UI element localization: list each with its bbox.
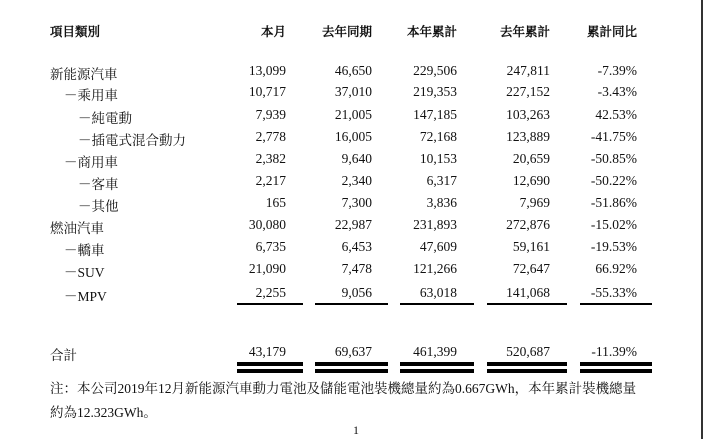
cell-c1: 9,640 xyxy=(341,151,372,166)
row-label: 燃油汽車 xyxy=(50,221,104,236)
row-label: －轎車 xyxy=(64,243,105,258)
cell-c3: 103,263 xyxy=(506,107,550,122)
cell-c0: 7,939 xyxy=(255,107,286,122)
cell-c3: 272,876 xyxy=(506,217,550,232)
cell-c1: 37,010 xyxy=(334,84,372,99)
cell-c1: 21,005 xyxy=(334,107,372,122)
cell-c1: 2,340 xyxy=(341,173,372,188)
cell-c2: 147,185 xyxy=(413,107,457,122)
footnote-line-2: 約為12.323GWh。 xyxy=(50,405,157,420)
cell-c4: -55.33% xyxy=(590,285,637,300)
cell-c1: 69,637 xyxy=(334,344,372,359)
cell-c2: 6,317 xyxy=(426,173,457,188)
table-row xyxy=(0,261,700,281)
cell-c2: 72,168 xyxy=(419,129,457,144)
subtotal-rule xyxy=(487,303,567,305)
total-double-rule xyxy=(487,362,567,366)
row-label: －商用車 xyxy=(64,155,118,170)
cell-c1: 9,056 xyxy=(341,285,372,300)
cell-c4: 66.92% xyxy=(595,261,637,276)
table-row xyxy=(0,151,700,171)
cell-c4: 42.53% xyxy=(595,107,637,122)
cell-c2: 本年累計 xyxy=(406,24,457,39)
total-double-rule xyxy=(580,362,652,366)
row-label: －純電動 xyxy=(78,111,132,126)
cell-c0: 10,717 xyxy=(248,84,286,99)
cell-c4: -3.43% xyxy=(597,84,637,99)
cell-c0: 165 xyxy=(265,195,286,210)
cell-c0: 2,778 xyxy=(255,129,286,144)
row-label: －插電式混合動力 xyxy=(78,133,186,148)
cell-c4: -41.75% xyxy=(590,129,637,144)
cell-c4: -15.02% xyxy=(590,217,637,232)
cell-c3: 20,659 xyxy=(512,151,550,166)
page-edge xyxy=(701,0,703,439)
total-double-rule xyxy=(315,369,388,373)
cell-c2: 63,018 xyxy=(419,285,457,300)
table-row xyxy=(0,84,700,104)
cell-c1: 7,300 xyxy=(341,195,372,210)
table-row xyxy=(0,63,700,83)
subtotal-rule xyxy=(237,303,303,305)
cell-c1: 6,453 xyxy=(341,239,372,254)
row-label: －乘用車 xyxy=(64,88,118,103)
row-label: 項目類別 xyxy=(50,24,101,39)
table-header xyxy=(0,22,700,42)
cell-c2: 47,609 xyxy=(419,239,457,254)
cell-c3: 227,152 xyxy=(506,84,550,99)
table-row xyxy=(0,173,700,193)
cell-c3: 247,811 xyxy=(506,63,550,78)
total-double-rule xyxy=(237,362,303,366)
cell-c3: 72,647 xyxy=(512,261,550,276)
total-row xyxy=(0,344,700,364)
total-double-rule xyxy=(400,369,474,373)
table-row xyxy=(0,217,700,237)
subtotal-rule xyxy=(315,303,388,305)
page-number: 1 xyxy=(353,423,359,437)
cell-c3: 520,687 xyxy=(506,344,550,359)
cell-c1: 22,987 xyxy=(334,217,372,232)
cell-c4: -50.85% xyxy=(590,151,637,166)
row-label: －其他 xyxy=(78,199,119,214)
cell-c2: 3,836 xyxy=(426,195,457,210)
cell-c1: 7,478 xyxy=(341,261,372,276)
row-label: 新能源汽車 xyxy=(50,67,118,82)
row-label: －SUV xyxy=(64,265,105,280)
table-row xyxy=(0,285,700,305)
cell-c1: 46,650 xyxy=(334,63,372,78)
cell-c4: -7.39% xyxy=(597,63,637,78)
cell-c4: -11.39% xyxy=(591,344,637,359)
cell-c3: 12,690 xyxy=(512,173,550,188)
cell-c0: 2,382 xyxy=(255,151,286,166)
cell-c3: 59,161 xyxy=(512,239,550,254)
cell-c0: 43,179 xyxy=(248,344,286,359)
cell-c0: 2,255 xyxy=(255,285,286,300)
cell-c2: 231,893 xyxy=(413,217,457,232)
cell-c3: 141,068 xyxy=(506,285,550,300)
row-label: －客車 xyxy=(78,177,119,192)
cell-c3: 123,889 xyxy=(506,129,550,144)
cell-c3: 7,969 xyxy=(519,195,550,210)
cell-c0: 本月 xyxy=(260,24,286,39)
total-double-rule xyxy=(487,369,567,373)
cell-c1: 16,005 xyxy=(334,129,372,144)
cell-c4: -50.22% xyxy=(590,173,637,188)
subtotal-rule xyxy=(400,303,474,305)
table-row xyxy=(0,239,700,259)
cell-c2: 219,353 xyxy=(413,84,457,99)
subtotal-rule xyxy=(580,303,652,305)
cell-c4: -19.53% xyxy=(590,239,637,254)
cell-c3: 去年累計 xyxy=(499,24,550,39)
cell-c2: 229,506 xyxy=(413,63,457,78)
cell-c0: 21,090 xyxy=(248,261,286,276)
row-label: －MPV xyxy=(64,289,107,304)
total-double-rule xyxy=(237,369,303,373)
cell-c2: 461,399 xyxy=(413,344,457,359)
table-row xyxy=(0,107,700,127)
total-double-rule xyxy=(580,369,652,373)
cell-c2: 121,266 xyxy=(413,261,457,276)
cell-c0: 30,080 xyxy=(248,217,286,232)
cell-c0: 13,099 xyxy=(248,63,286,78)
table-row xyxy=(0,195,700,215)
row-label: 合計 xyxy=(50,348,77,363)
cell-c4: -51.86% xyxy=(590,195,637,210)
total-double-rule xyxy=(315,362,388,366)
total-double-rule xyxy=(400,362,474,366)
cell-c1: 去年同期 xyxy=(321,24,372,39)
cell-c2: 10,153 xyxy=(419,151,457,166)
table-row xyxy=(0,129,700,149)
cell-c4: 累計同比 xyxy=(586,24,637,39)
cell-c0: 6,735 xyxy=(255,239,286,254)
cell-c0: 2,217 xyxy=(255,173,286,188)
footnote-line-1: 注：本公司2019年12月新能源汽車動力電池及儲能電池裝機總量約為0.667GWh，本年累計裝機總量 xyxy=(50,381,637,396)
